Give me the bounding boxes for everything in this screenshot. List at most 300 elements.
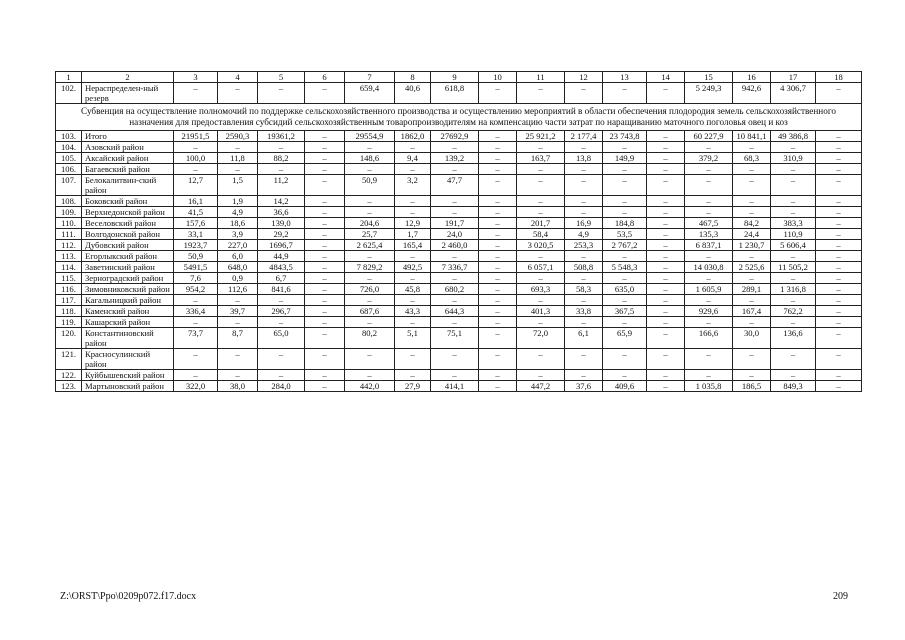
value-cell: – xyxy=(305,317,345,328)
district-name: Красносулинский район xyxy=(82,349,174,370)
value-cell: 5,1 xyxy=(395,328,431,349)
value-cell: – xyxy=(647,175,685,196)
value-cell: – xyxy=(174,317,218,328)
table-row xyxy=(56,175,862,196)
value-cell: – xyxy=(395,207,431,218)
value-cell: 284,0 xyxy=(258,381,305,392)
value-cell: – xyxy=(647,251,685,262)
value-cell: 5 249,3 xyxy=(685,83,733,104)
value-cell: 379,2 xyxy=(685,153,733,164)
value-cell: 30,0 xyxy=(733,328,771,349)
value-cell: – xyxy=(816,381,862,392)
value-cell: 73,7 xyxy=(174,328,218,349)
value-cell: 1,7 xyxy=(395,229,431,240)
row-number: 111. xyxy=(56,229,82,240)
value-cell: – xyxy=(174,164,218,175)
value-cell: – xyxy=(218,83,258,104)
value-cell: 11 505,2 xyxy=(771,262,816,273)
value-cell: – xyxy=(771,164,816,175)
value-cell: – xyxy=(565,273,603,284)
value-cell: – xyxy=(603,349,647,370)
value-cell: – xyxy=(603,142,647,153)
value-cell: – xyxy=(771,349,816,370)
value-cell: 60 227,9 xyxy=(685,131,733,142)
value-cell: 24,0 xyxy=(431,229,479,240)
value-cell: 7,6 xyxy=(174,273,218,284)
value-cell: – xyxy=(431,370,479,381)
table-row xyxy=(56,295,862,306)
value-cell: – xyxy=(647,317,685,328)
value-cell: – xyxy=(395,349,431,370)
value-cell: – xyxy=(647,229,685,240)
value-cell: – xyxy=(174,349,218,370)
value-cell: – xyxy=(517,142,565,153)
value-cell: – xyxy=(816,295,862,306)
column-header: 5 xyxy=(258,72,305,83)
value-cell: – xyxy=(517,83,565,104)
value-cell: – xyxy=(305,83,345,104)
district-name: Волгодонской район xyxy=(82,229,174,240)
value-cell: – xyxy=(305,218,345,229)
value-cell: 58,4 xyxy=(517,229,565,240)
value-cell: – xyxy=(816,240,862,251)
value-cell: – xyxy=(647,196,685,207)
row-number: 106. xyxy=(56,164,82,175)
value-cell: 37,6 xyxy=(565,381,603,392)
table-row xyxy=(56,83,862,104)
value-cell: 148,6 xyxy=(345,153,395,164)
value-cell: 25,7 xyxy=(345,229,395,240)
row-number: 108. xyxy=(56,196,82,207)
value-cell: – xyxy=(479,317,517,328)
value-cell: 841,6 xyxy=(258,284,305,295)
value-cell: 18,6 xyxy=(218,218,258,229)
value-cell: 88,2 xyxy=(258,153,305,164)
value-cell: – xyxy=(517,317,565,328)
value-cell: – xyxy=(258,142,305,153)
value-cell: – xyxy=(218,370,258,381)
value-cell: – xyxy=(685,164,733,175)
value-cell: – xyxy=(733,164,771,175)
value-cell: 1 035,8 xyxy=(685,381,733,392)
value-cell: – xyxy=(431,207,479,218)
value-cell: – xyxy=(685,370,733,381)
column-header: 14 xyxy=(647,72,685,83)
value-cell: 12,9 xyxy=(395,218,431,229)
value-cell: – xyxy=(345,207,395,218)
value-cell: 163,7 xyxy=(517,153,565,164)
value-cell: 1 605,9 xyxy=(685,284,733,295)
table-row xyxy=(56,153,862,164)
value-cell: 68,3 xyxy=(733,153,771,164)
value-cell: 100,0 xyxy=(174,153,218,164)
value-cell: – xyxy=(517,295,565,306)
value-cell: – xyxy=(305,349,345,370)
value-cell: 1923,7 xyxy=(174,240,218,251)
value-cell: – xyxy=(479,196,517,207)
value-cell: – xyxy=(345,251,395,262)
value-cell: – xyxy=(647,262,685,273)
value-cell: 1,9 xyxy=(218,196,258,207)
value-cell: – xyxy=(479,229,517,240)
column-header: 10 xyxy=(479,72,517,83)
value-cell: 33,1 xyxy=(174,229,218,240)
value-cell: – xyxy=(479,273,517,284)
value-cell: – xyxy=(771,251,816,262)
value-cell: – xyxy=(258,164,305,175)
value-cell: – xyxy=(174,295,218,306)
value-cell: – xyxy=(479,142,517,153)
value-cell: – xyxy=(479,218,517,229)
value-cell: – xyxy=(395,370,431,381)
page-number: 209 xyxy=(833,591,848,602)
value-cell: – xyxy=(174,370,218,381)
value-cell: 19361,2 xyxy=(258,131,305,142)
value-cell: – xyxy=(816,306,862,317)
value-cell: 467,5 xyxy=(685,218,733,229)
column-header: 12 xyxy=(565,72,603,83)
value-cell: 6,1 xyxy=(565,328,603,349)
value-cell: 7 336,7 xyxy=(431,262,479,273)
value-cell: – xyxy=(479,349,517,370)
value-cell: 40,6 xyxy=(395,83,431,104)
district-name: Аксайский район xyxy=(82,153,174,164)
value-cell: – xyxy=(305,229,345,240)
value-cell: – xyxy=(603,370,647,381)
value-cell: – xyxy=(517,370,565,381)
row-number: 116. xyxy=(56,284,82,295)
value-cell: 762,2 xyxy=(771,306,816,317)
value-cell: – xyxy=(603,164,647,175)
value-cell: 253,3 xyxy=(565,240,603,251)
value-cell: 139,2 xyxy=(431,153,479,164)
value-cell: – xyxy=(479,240,517,251)
value-cell: – xyxy=(647,218,685,229)
value-cell: – xyxy=(647,295,685,306)
value-cell: 4843,5 xyxy=(258,262,305,273)
value-cell: – xyxy=(603,317,647,328)
value-cell: – xyxy=(816,164,862,175)
value-cell: – xyxy=(395,164,431,175)
value-cell: – xyxy=(479,153,517,164)
value-cell: 289,1 xyxy=(733,284,771,295)
value-cell: – xyxy=(517,196,565,207)
value-cell: 3,2 xyxy=(395,175,431,196)
table-row xyxy=(56,164,862,175)
value-cell: – xyxy=(431,349,479,370)
value-cell: 3,9 xyxy=(218,229,258,240)
value-cell: – xyxy=(218,164,258,175)
value-cell: – xyxy=(603,207,647,218)
value-cell: 726,0 xyxy=(345,284,395,295)
value-cell: – xyxy=(647,306,685,317)
value-cell: 7 829,2 xyxy=(345,262,395,273)
value-cell: – xyxy=(816,218,862,229)
value-cell: 680,2 xyxy=(431,284,479,295)
column-header: 1 xyxy=(56,72,82,83)
value-cell: 58,3 xyxy=(565,284,603,295)
district-name: Веселовский район xyxy=(82,218,174,229)
value-cell: 447,2 xyxy=(517,381,565,392)
value-cell: – xyxy=(479,328,517,349)
value-cell: – xyxy=(174,83,218,104)
value-cell: – xyxy=(647,381,685,392)
value-cell: – xyxy=(565,164,603,175)
table-row xyxy=(56,328,862,349)
value-cell: – xyxy=(345,273,395,284)
value-cell: – xyxy=(479,251,517,262)
value-cell: 508,8 xyxy=(565,262,603,273)
district-name: Зерноградский район xyxy=(82,273,174,284)
table-row xyxy=(56,251,862,262)
value-cell: – xyxy=(345,317,395,328)
district-name: Белокалитвин-ский район xyxy=(82,175,174,196)
value-cell: – xyxy=(345,349,395,370)
value-cell: 135,3 xyxy=(685,229,733,240)
value-cell: – xyxy=(395,295,431,306)
value-cell: 11,8 xyxy=(218,153,258,164)
value-cell: – xyxy=(771,370,816,381)
table-row xyxy=(56,240,862,251)
value-cell: – xyxy=(647,207,685,218)
value-cell: – xyxy=(733,349,771,370)
value-cell: 2 460,0 xyxy=(431,240,479,251)
value-cell: 166,6 xyxy=(685,328,733,349)
column-header: 16 xyxy=(733,72,771,83)
value-cell: – xyxy=(305,175,345,196)
row-number: 104. xyxy=(56,142,82,153)
row-number: 122. xyxy=(56,370,82,381)
column-header: 17 xyxy=(771,72,816,83)
value-cell: – xyxy=(816,207,862,218)
value-cell: 644,3 xyxy=(431,306,479,317)
row-number: 105. xyxy=(56,153,82,164)
value-cell: – xyxy=(345,295,395,306)
value-cell: 8,7 xyxy=(218,328,258,349)
value-cell: – xyxy=(479,306,517,317)
value-cell: – xyxy=(733,196,771,207)
value-cell: – xyxy=(816,153,862,164)
row-number: 121. xyxy=(56,349,82,370)
value-cell: – xyxy=(603,251,647,262)
row-number: 119. xyxy=(56,317,82,328)
value-cell: – xyxy=(258,349,305,370)
value-cell: – xyxy=(816,317,862,328)
value-cell: – xyxy=(479,207,517,218)
value-cell: 4,9 xyxy=(218,207,258,218)
value-cell: – xyxy=(305,196,345,207)
value-cell: – xyxy=(733,142,771,153)
value-cell: – xyxy=(816,131,862,142)
value-cell: 2 767,2 xyxy=(603,240,647,251)
value-cell: – xyxy=(218,317,258,328)
value-cell: – xyxy=(647,240,685,251)
value-cell: – xyxy=(517,164,565,175)
value-cell: 648,0 xyxy=(218,262,258,273)
value-cell: – xyxy=(305,131,345,142)
table-row xyxy=(56,142,862,153)
value-cell: – xyxy=(479,370,517,381)
row-number: 114. xyxy=(56,262,82,273)
value-cell: – xyxy=(395,142,431,153)
value-cell: 165,4 xyxy=(395,240,431,251)
value-cell: – xyxy=(431,196,479,207)
value-cell: – xyxy=(647,284,685,295)
row-number: 115. xyxy=(56,273,82,284)
value-cell: – xyxy=(647,370,685,381)
value-cell: 0,9 xyxy=(218,273,258,284)
value-cell: 367,5 xyxy=(603,306,647,317)
row-number: 117. xyxy=(56,295,82,306)
value-cell: 6,7 xyxy=(258,273,305,284)
value-cell: – xyxy=(647,164,685,175)
value-cell: 2 625,4 xyxy=(345,240,395,251)
column-header: 11 xyxy=(517,72,565,83)
column-header: 7 xyxy=(345,72,395,83)
value-cell: 6,0 xyxy=(218,251,258,262)
row-number: 118. xyxy=(56,306,82,317)
district-name: Итого xyxy=(82,131,174,142)
row-number: 110. xyxy=(56,218,82,229)
value-cell: – xyxy=(816,284,862,295)
row-number: 123. xyxy=(56,381,82,392)
value-cell: – xyxy=(733,251,771,262)
value-cell: – xyxy=(395,196,431,207)
district-name: Нераспределен-ный резерв xyxy=(82,83,174,104)
value-cell: – xyxy=(771,175,816,196)
budget-table xyxy=(55,71,862,392)
district-name: Мартыновский район xyxy=(82,381,174,392)
table-row xyxy=(56,317,862,328)
value-cell: 157,6 xyxy=(174,218,218,229)
value-cell: – xyxy=(174,142,218,153)
value-cell: 1 316,8 xyxy=(771,284,816,295)
column-header: 4 xyxy=(218,72,258,83)
value-cell: 53,5 xyxy=(603,229,647,240)
value-cell: – xyxy=(345,142,395,153)
value-cell: 401,3 xyxy=(517,306,565,317)
value-cell: 65,9 xyxy=(603,328,647,349)
value-cell: – xyxy=(565,251,603,262)
district-name: Куйбышевский район xyxy=(82,370,174,381)
value-cell: 10 841,1 xyxy=(733,131,771,142)
value-cell: 41,5 xyxy=(174,207,218,218)
value-cell: 50,9 xyxy=(174,251,218,262)
value-cell: – xyxy=(479,131,517,142)
value-cell: – xyxy=(685,196,733,207)
value-cell: 38,0 xyxy=(218,381,258,392)
value-cell: – xyxy=(517,175,565,196)
value-cell: – xyxy=(647,83,685,104)
value-cell: – xyxy=(685,295,733,306)
value-cell: 227,0 xyxy=(218,240,258,251)
district-name: Боковский район xyxy=(82,196,174,207)
column-header: 15 xyxy=(685,72,733,83)
value-cell: – xyxy=(816,349,862,370)
value-cell: – xyxy=(479,83,517,104)
value-cell: 65,0 xyxy=(258,328,305,349)
value-cell: 687,6 xyxy=(345,306,395,317)
value-cell: 942,6 xyxy=(733,83,771,104)
table-row xyxy=(56,262,862,273)
value-cell: – xyxy=(733,175,771,196)
value-cell: 322,0 xyxy=(174,381,218,392)
value-cell: 186,5 xyxy=(733,381,771,392)
table-row xyxy=(56,207,862,218)
value-cell: – xyxy=(816,196,862,207)
value-cell: 12,7 xyxy=(174,175,218,196)
value-cell: – xyxy=(816,328,862,349)
value-cell: 27692,9 xyxy=(431,131,479,142)
value-cell: – xyxy=(395,251,431,262)
value-cell: – xyxy=(685,251,733,262)
row-number: 109. xyxy=(56,207,82,218)
value-cell: – xyxy=(305,164,345,175)
value-cell: 39,7 xyxy=(218,306,258,317)
value-cell: – xyxy=(517,349,565,370)
table-row xyxy=(56,370,862,381)
value-cell: – xyxy=(647,153,685,164)
district-name: Азовский район xyxy=(82,142,174,153)
value-cell: 14 030,8 xyxy=(685,262,733,273)
value-cell: – xyxy=(258,317,305,328)
value-cell: – xyxy=(565,295,603,306)
value-cell: – xyxy=(816,83,862,104)
value-cell: 44,9 xyxy=(258,251,305,262)
value-cell: – xyxy=(771,207,816,218)
value-cell: – xyxy=(603,83,647,104)
value-cell: 849,3 xyxy=(771,381,816,392)
value-cell: – xyxy=(305,381,345,392)
value-cell: – xyxy=(305,251,345,262)
value-cell: 29554,9 xyxy=(345,131,395,142)
value-cell: – xyxy=(305,370,345,381)
value-cell: 149,9 xyxy=(603,153,647,164)
value-cell: – xyxy=(305,328,345,349)
district-name: Кагальницкий район xyxy=(82,295,174,306)
value-cell: – xyxy=(395,273,431,284)
value-cell: 50,9 xyxy=(345,175,395,196)
value-cell: – xyxy=(431,273,479,284)
value-cell: – xyxy=(565,175,603,196)
value-cell: 954,2 xyxy=(174,284,218,295)
value-cell: – xyxy=(305,153,345,164)
value-cell: 84,2 xyxy=(733,218,771,229)
value-cell: – xyxy=(685,207,733,218)
value-cell: – xyxy=(345,370,395,381)
value-cell: – xyxy=(685,142,733,153)
district-name: Каменский район xyxy=(82,306,174,317)
value-cell: 442,0 xyxy=(345,381,395,392)
value-cell: 5 606,4 xyxy=(771,240,816,251)
value-cell: – xyxy=(431,295,479,306)
section-row xyxy=(56,104,862,131)
value-cell: 36,6 xyxy=(258,207,305,218)
value-cell: – xyxy=(305,207,345,218)
value-cell: – xyxy=(565,349,603,370)
value-cell: 75,1 xyxy=(431,328,479,349)
value-cell: 112,6 xyxy=(218,284,258,295)
row-number: 102. xyxy=(56,83,82,104)
value-cell: 29,2 xyxy=(258,229,305,240)
value-cell: – xyxy=(517,273,565,284)
value-cell: – xyxy=(771,317,816,328)
value-cell: 9,4 xyxy=(395,153,431,164)
value-cell: 47,7 xyxy=(431,175,479,196)
table-row xyxy=(56,284,862,295)
value-cell: – xyxy=(603,175,647,196)
value-cell: – xyxy=(816,142,862,153)
